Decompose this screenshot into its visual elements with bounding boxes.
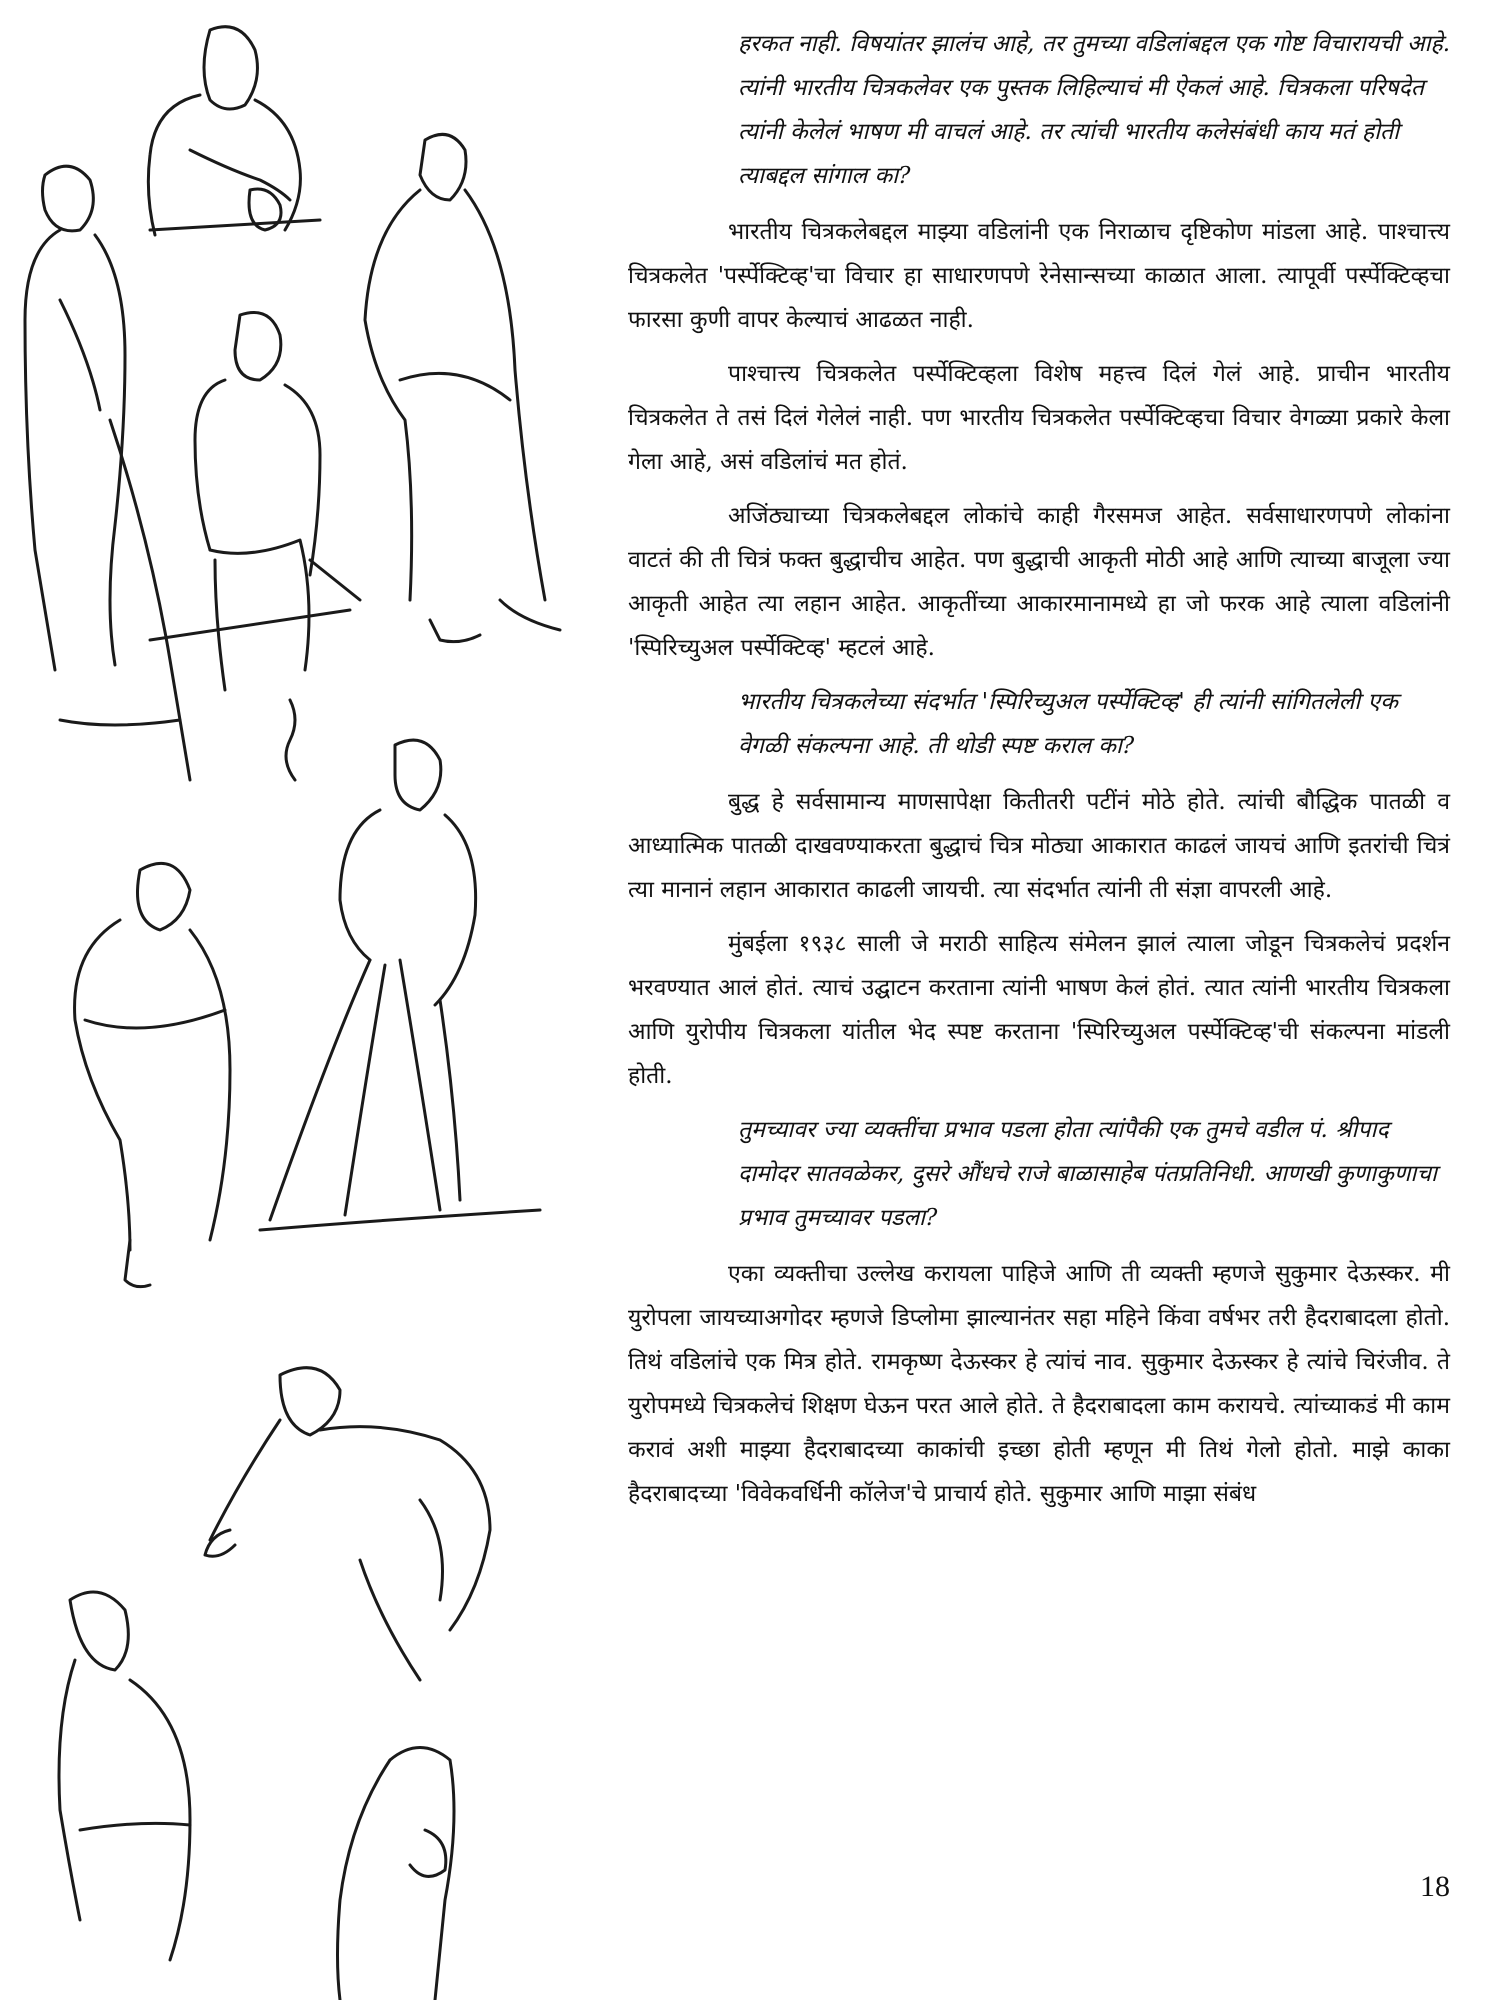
sketch-figure-holding-cloth	[260, 740, 540, 1230]
interview-answer-5: मुंबईला १९३८ साली जे मराठी साहित्य संमेलन झालं त्याला जोडून चित्रकलेचं प्रदर्शन भरवण्यात आलं होतं. त्याचं उद्घाटन करताना त्यांनी भाषण केलं होतं. त्यात त्यांनी भारतीय चित्रकला आणि युरोपीय चित्रकला यांतील भेद स्पष्ट करताना 'स्पिरिच्युअल पर्स्पेक्टिव्ह'ची संकल्पना मांडली होती.	[628, 931, 1450, 1089]
interview-text-column	[628, 22, 1450, 1526]
sketch-figure-hooded	[338, 1748, 455, 2000]
sketch-figure-shirtless-standing	[150, 313, 360, 781]
interview-question-2: भारतीय चित्रकलेच्या संदर्भात 'स्पिरिच्युअल पर्स्पेक्टिव्ह' ही त्यांनी सांगितलेली एक वेगळी संकल्पना आहे. ती थोडी स्पष्ट कराल का?	[738, 689, 1398, 759]
sketch-figure-back-view	[59, 1592, 190, 1960]
interview-answer-3: अजिंठ्याच्या चित्रकलेबद्दल लोकांचे काही गैरसमज आहेत. सर्वसाधारणपणे लोकांना वाटतं की ती चित्रं फक्त बुद्धाचीच आहेत. पण बुद्धाची आकृती मोठी आहे आणि त्याच्या बाजूला ज्या आकृती आहेत त्या लहान आहेत. आकृतींच्या आकारमानामध्ये हा जो फरक आहे त्याला वडिलांनी 'स्पिरिच्युअल पर्स्पेक्टिव्ह' म्हटलं आहे.	[628, 503, 1450, 661]
sketch-figure-leaning	[205, 1368, 490, 1680]
interview-answer-6: एका व्यक्तीचा उल्लेख करायला पाहिजे आणि ती व्यक्ती म्हणजे सुकुमार देऊस्कर. मी युरोपला जायच्याअगोदर म्हणजे डिप्लोमा झाल्यानंतर सहा महिने किंवा वर्षभर तरी हैदराबादला होतो. तिथं वडिलांचे एक मित्र होते. रामकृष्ण देऊस्कर हे त्यांचं नाव. सुकुमार देऊस्कर हे त्यांचे चिरंजीव. ते युरोपमध्ये चित्रकलेचं शिक्षण घेऊन परत आले होते. ते हैदराबादला काम करायचे. त्यांच्याकडं मी काम करावं अशी माझ्या हैदराबादच्या काकांची इच्छा होती म्हणून मी तिथं गेलो होतो. माझे काका हैदराबादच्या 'विवेकवर्धिनी कॉलेज'चे प्राचार्य होते. सुकुमार आणि माझा संबंध	[628, 1261, 1450, 1507]
sketch-figure-standing-cloth	[25, 166, 190, 780]
interview-question-3: तुमच्यावर ज्या व्यक्तींचा प्रभाव पडला होता त्यांपैकी एक तुमचे वडील पं. श्रीपाद दामोदर सातवळेकर, दुसरे औंधचे राजे बाळासाहेब पंतप्रतिनिधी. आणखी कुणाकुणाचा प्रभाव तुमच्यावर पडला?	[738, 1117, 1437, 1231]
interview-question-1: हरकत नाही. विषयांतर झालंच आहे, तर तुमच्या वडिलांबद्दल एक गोष्ट विचारायची आहे. त्यांनी भारतीय चित्रकलेवर एक पुस्तक लिहिल्याचं मी ऐकलं आहे. चित्रकला परिषदेत त्यांनी केलेलं भाषण मी वाचलं आहे. तर त्यांची भारतीय कलेसंबंधी काय मतं होती त्याबद्दल सांगाल का?	[738, 31, 1451, 189]
interview-answer-1: भारतीय चित्रकलेबद्दल माझ्या वडिलांनी एक निराळाच दृष्टिकोण मांडला आहे. पाश्चात्त्य चित्रकलेत 'पर्स्पेक्टिव्ह'चा विचार हा साधारणपणे रेनेसान्सच्या काळात आला. त्यापूर्वी पर्स्पेक्टिव्हचा फारसा कुणी वापर केल्याचं आढळत नाही.	[628, 219, 1450, 333]
sketch-figure-draped	[365, 134, 560, 641]
sketch-figure-wrapped	[75, 863, 230, 1286]
sketch-figure-bending	[148, 27, 320, 235]
interview-answer-4: बुद्ध हे सर्वसामान्य माणसापेक्षा कितीतरी पटींनं मोठे होते. त्यांची बौद्धिक पातळी व आध्यात्मिक पातळी दाखवण्याकरता बुद्धाचं चित्र मोठ्या आकारात काढलं जायचं आणि इतरांची चित्रं त्या मानानं लहान आकारात काढली जायची. त्या संदर्भात त्यांनी ती संज्ञा वापरली आहे.	[628, 789, 1450, 903]
interview-answer-2: पाश्चात्त्य चित्रकलेत पर्स्पेक्टिव्हला विशेष महत्त्व दिलं गेलं आहे. प्राचीन भारतीय चित्रकलेत ते तसं दिलं गेलेलं नाही. पण भारतीय चित्रकलेत पर्स्पेक्टिव्हचा विचार वेगळ्या प्रकारे केला गेला आहे, असं वडिलांचं मत होतं.	[628, 361, 1450, 475]
figure-sketches-illustration	[0, 0, 610, 2000]
page-number: 18	[1420, 1870, 1450, 1903]
